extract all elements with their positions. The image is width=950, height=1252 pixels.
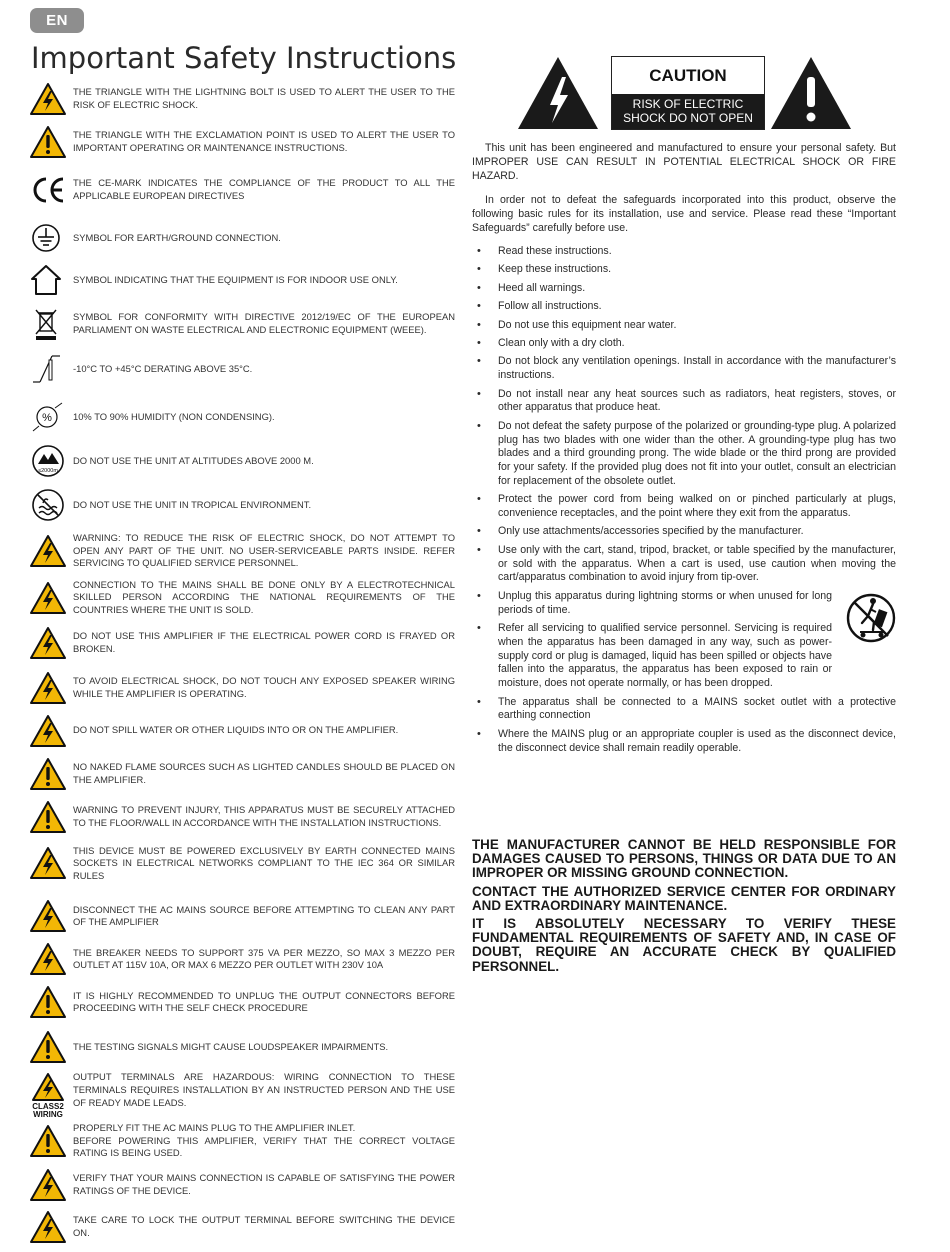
lightning-triangle-icon [30, 846, 66, 880]
lightning-triangle-icon [30, 714, 66, 748]
symbol-description: DO NOT USE THIS AMPLIFIER IF THE ELECTRICAL POWER CORD IS FRAYED OR BROKEN. [73, 629, 455, 654]
exclamation-triangle-icon [30, 125, 66, 159]
exclamation-triangle-icon [30, 985, 66, 1019]
manufacturer-warnings [472, 838, 896, 978]
humidity-icon [30, 400, 66, 434]
symbol-item [30, 1122, 455, 1160]
symbol-item [30, 125, 455, 159]
symbol-item [30, 985, 455, 1019]
safety-rule-item: • Do not install near any heat sources such as radiators, heat registers, stoves, or other apparatus that produce heat. [472, 388, 896, 416]
exclamation-triangle-icon [769, 55, 853, 131]
safety-rule-item: • Protect the power cord from being walked on or pinched particularly at plugs, convenience receptacles, and the point where they exit from the apparatus. [472, 493, 896, 521]
symbol-item [30, 845, 455, 883]
symbol-description: SYMBOL FOR CONFORMITY WITH DIRECTIVE 2012/19/EC OF THE EUROPEAN PARLIAMENT ON WASTE ELECTRICAL AND ELECTRONIC EQUIPMENT (WEEE). [73, 311, 455, 335]
symbol-description: THE BREAKER NEEDS TO SUPPORT 375 VA PER MEZZO, SO MAX 3 MEZZO PER OUTLET AT 115V 10A, OR MAX 6 MEZZO PER OUTLET WITH 230V 10A [73, 946, 455, 971]
safety-rule-item: • Unplug this apparatus during lightning storms or when unused for long periods of time. [472, 590, 896, 618]
symbol-description: TO AVOID ELECTRICAL SHOCK, DO NOT TOUCH ANY EXPOSED SPEAKER WIRING WHILE THE AMPLIFIER IS OPERATING. [73, 674, 455, 699]
altitude-icon [30, 444, 66, 478]
right-column [472, 55, 896, 760]
ground-warning: THE MANUFACTURER CANNOT BE HELD RESPONSIBLE FOR DAMAGES CAUSED TO PERSONS, THINGS OR DATA DUE TO AN IMPROPER OR MISSING GROUND CONNECTION. [472, 837, 896, 881]
caution-warning-text [612, 94, 764, 129]
earth-ground-icon [30, 221, 66, 255]
lightning-triangle-icon [30, 671, 66, 705]
lightning-triangle-icon [30, 1168, 66, 1202]
safety-rule-item: • Read these instructions. [472, 245, 896, 259]
symbol-description: THE TRIANGLE WITH THE EXCLAMATION POINT IS USED TO ALERT THE USER TO IMPORTANT OPERATING OR MAINTENANCE INSTRUCTIONS. [73, 129, 455, 153]
symbol-item [30, 942, 455, 976]
symbol-item [30, 1030, 455, 1064]
intro-paragraph: This unit has been engineered and manufactured to ensure your personal safety. But IMPROPER USE CAN RESULT IN POTENTIAL ELECTRICAL SHOCK OR FIRE HAZARD. [472, 142, 896, 182]
exclamation-triangle-icon [30, 757, 66, 791]
lightning-triangle-icon [30, 899, 66, 933]
safety-rule-item: • Where the MAINS plug or an appropriate coupler is used as the disconnect device, the disconnect device shall remain readily operable. [472, 728, 896, 756]
caution-banner [472, 55, 896, 133]
safety-rule-item: • Only use attachments/accessories specified by the manufacturer. [472, 525, 896, 539]
safety-rules-list [472, 245, 896, 755]
symbol-description: CONNECTION TO THE MAINS SHALL BE DONE ONLY BY A ELECTROTECHNICAL SKILLED PERSON ACCORDING THE NATIONAL REQUIREMENTS OF THE COUNTRIES WHERE THE UNIT IS SOLD. [73, 578, 455, 615]
symbol-description: IT IS HIGHLY RECOMMENDED TO UNPLUG THE OUTPUT CONNECTORS BEFORE PROCEEDING WITH THE SELF CHECK PROCEDURE [73, 989, 455, 1014]
symbol-description: THE TRIANGLE WITH THE LIGHTNING BOLT IS USED TO ALERT THE USER TO THE RISK OF ELECTRIC SHOCK. [73, 86, 455, 110]
verification-warning: IT IS ABSOLUTELY NECESSARY TO VERIFY THESE FUNDAMENTAL REQUIREMENTS OF SAFETY AND, IN CASE OF DOUBT, REQUIRE AN ACCURATE CHECK BY QUALIFIED PERSONNEL. [472, 916, 896, 974]
class2-wiring-icon [30, 1073, 66, 1120]
temperature-icon [30, 352, 66, 386]
symbol-description: THIS DEVICE MUST BE POWERED EXCLUSIVELY BY EARTH CONNECTED MAINS SOCKETS IN ELECTRICAL NETWORKS COMPLIANT TO THE IEC 364 OR SIMILAR RULES [73, 844, 455, 881]
lightning-triangle-icon [30, 581, 66, 615]
symbol-item [30, 800, 455, 834]
symbol-item [30, 444, 455, 478]
symbol-description: PROPERLY FIT THE AC MAINS PLUG TO THE AMPLIFIER INLET. BEFORE POWERING THIS AMPLIFIER, VERIFY THAT THE CORRECT VOLTAGE RATING IS BEING USED. [73, 1122, 455, 1159]
no-tropical-icon [30, 488, 66, 522]
safeguards-paragraph: In order not to defeat the safeguards incorporated into this product, observe the following basic rules for its installation, use and service. Please read these “Important Safeguards” carefully before use. [472, 194, 896, 234]
symbol-item [30, 1168, 455, 1202]
symbol-description: WARNING: TO REDUCE THE RISK OF ELECTRIC SHOCK, DO NOT ATTEMPT TO OPEN ANY PART OF THE UNIT. NO USER-SERVICEABLE PARTS INSIDE. REFER SERVICING TO QUALIFIED SERVICE PERSONNEL. [73, 532, 455, 569]
symbol-description: WARNING TO PREVENT INJURY, THIS APPARATUS MUST BE SECURELY ATTACHED TO THE FLOOR/WALL IN ACCORDANCE WITH THE INSTALLATION INSTRUCTIONS. [73, 803, 455, 828]
symbol-description: SYMBOL FOR EARTH/GROUND CONNECTION. [73, 231, 281, 243]
safety-rule-item: • Refer all servicing to qualified service personnel. Servicing is required when the apparatus has been damaged in any way, such as power-supply cord or plug is damaged, liquid has been spilled or objects have fallen into the apparatus, the apparatus has been exposed to rain or moisture, does not operate normally, or has been dropped. [472, 622, 896, 691]
symbol-item [30, 488, 455, 522]
symbol-item [30, 899, 455, 933]
symbol-item [30, 352, 455, 386]
caution-line-1: RISK OF ELECTRIC [632, 97, 744, 111]
symbol-description: NO NAKED FLAME SOURCES SUCH AS LIGHTED CANDLES SHOULD BE PLACED ON THE AMPLIFIER. [73, 760, 455, 785]
symbol-item [30, 307, 455, 341]
lightning-triangle-icon [30, 82, 66, 116]
page-title: Important Safety Instructions [31, 41, 457, 75]
symbol-description: DISCONNECT THE AC MAINS SOURCE BEFORE ATTEMPTING TO CLEAN ANY PART OF THE AMPLIFIER [73, 903, 455, 928]
safety-rule-item: • Clean only with a dry cloth. [472, 337, 896, 351]
safety-rule-item: • Do not use this equipment near water. [472, 319, 896, 333]
lightning-triangle-icon [30, 626, 66, 660]
caution-title: CAUTION [612, 57, 764, 94]
symbol-list [30, 82, 455, 1252]
svg-text:≤2000m: ≤2000m [38, 468, 58, 474]
symbol-item [30, 757, 455, 791]
indoor-house-icon [30, 263, 66, 297]
class2-wiring-label [27, 1103, 69, 1119]
symbol-description: DO NOT USE THE UNIT IN TROPICAL ENVIRONMENT. [73, 498, 312, 510]
language-badge: EN [30, 8, 84, 33]
service-center-warning: CONTACT THE AUTHORIZED SERVICE CENTER FOR ORDINARY AND EXTRAORDINARY MAINTENANCE. [472, 883, 896, 913]
lightning-triangle-icon [516, 55, 600, 131]
safety-rule-item: • Keep these instructions. [472, 263, 896, 277]
lightning-triangle-icon [30, 942, 66, 976]
symbol-item [30, 173, 455, 207]
symbol-item [30, 671, 455, 705]
symbol-description: DO NOT SPILL WATER OR OTHER LIQUIDS INTO OR ON THE AMPLIFIER. [73, 724, 399, 736]
symbol-description: SYMBOL INDICATING THAT THE EQUIPMENT IS FOR INDOOR USE ONLY. [73, 273, 398, 285]
symbol-item [30, 82, 455, 116]
symbol-description: TAKE CARE TO LOCK THE OUTPUT TERMINAL BEFORE SWITCHING THE DEVICE ON. [73, 1214, 455, 1238]
symbol-item [30, 714, 455, 748]
svg-text:%: % [42, 412, 52, 424]
class2-text: CLASS2 [32, 1102, 64, 1112]
exclamation-triangle-icon [30, 1030, 66, 1064]
safety-rule-item: • Use only with the cart, stand, tripod, bracket, or table specified by the manufacturer, or sold with the apparatus. When a cart is used, use caution when moving the cart/apparatus combination to avoid injury from tip-over. [472, 544, 896, 585]
symbol-description: -10°C TO +45°C DERATING ABOVE 35°C. [73, 362, 253, 374]
safety-rule-item: • Heed all warnings. [472, 282, 896, 296]
safety-rule-item: • Follow all instructions. [472, 300, 896, 314]
wiring-text: WIRING [33, 1110, 63, 1120]
symbol-description: THE TESTING SIGNALS MIGHT CAUSE LOUDSPEAKER IMPAIRMENTS. [73, 1041, 389, 1053]
symbol-item [30, 579, 455, 617]
symbol-item [30, 263, 455, 297]
symbol-description: THE CE-MARK INDICATES THE COMPLIANCE OF THE PRODUCT TO ALL THE APPLICABLE EUROPEAN DIRECTIVES [73, 177, 455, 201]
safety-rule-item: • Do not block any ventilation openings. Install in accordance with the manufacturer’s instructions. [472, 355, 896, 383]
symbol-item [30, 532, 455, 570]
symbol-item [30, 1071, 455, 1120]
exclamation-triangle-icon [30, 800, 66, 834]
weee-bin-icon [30, 307, 66, 341]
caution-line-2: SHOCK DO NOT OPEN [623, 111, 753, 125]
symbol-item [30, 1210, 455, 1244]
lightning-triangle-icon [30, 534, 66, 568]
symbol-item [30, 626, 455, 660]
symbol-description: 10% TO 90% HUMIDITY (NON CONDENSING). [73, 410, 275, 422]
safety-rule-item: • Do not defeat the safety purpose of the polarized or grounding-type plug. A polarized plug has two blades with one wider than the other. A grounding-type plug has two blades and a third grounding prong. The wide blade or the third prong are provided for your safety. If the provided plug does not fit into your outlet, consult an electrician for replacement of the obsolete outlet. [472, 420, 896, 489]
symbol-item [30, 221, 455, 255]
symbol-description: VERIFY THAT YOUR MAINS CONNECTION IS CAPABLE OF SATISFYING THE POWER RATINGS OF THE DEVICE. [73, 1172, 455, 1196]
safety-rule-item: • The apparatus shall be connected to a MAINS socket outlet with a protective earthing connection [472, 696, 896, 724]
symbol-description: OUTPUT TERMINALS ARE HAZARDOUS: WIRING CONNECTION TO THESE TERMINALS REQUIRES INSTALLATION BY AN INSTRUCTED PERSON AND THE USE OF READY MADE LEADS. [73, 1071, 455, 1108]
symbol-description: DO NOT USE THE UNIT AT ALTITUDES ABOVE 2000 M. [73, 454, 314, 466]
caution-label [611, 56, 765, 130]
exclamation-triangle-icon [30, 1124, 66, 1158]
lightning-triangle-icon [30, 1210, 66, 1244]
ce-mark-icon [30, 173, 66, 207]
symbol-item [30, 400, 455, 434]
